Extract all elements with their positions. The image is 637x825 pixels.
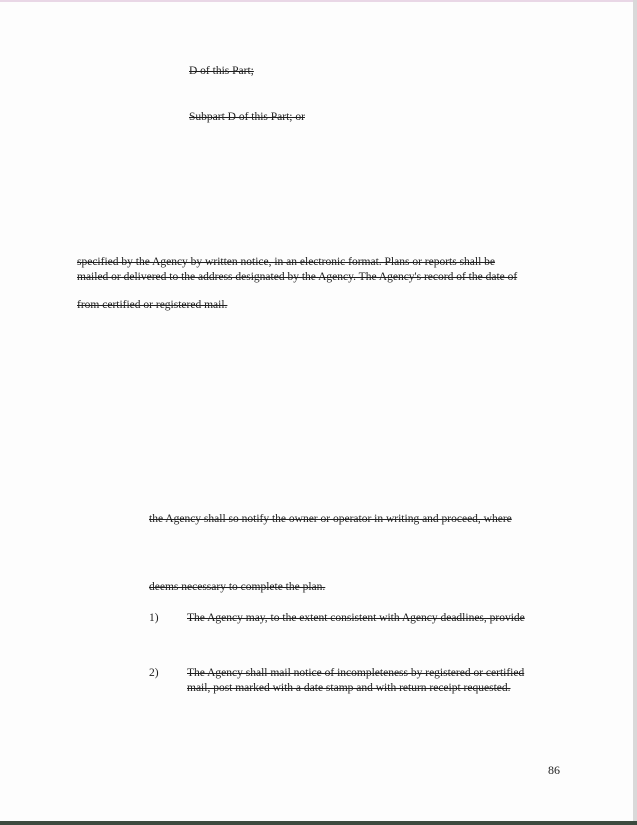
list-item-2-text: The Agency shall mail notice of incompleteness by registered or certified xyxy=(187,667,525,679)
list-item-2-continuation: mail, post marked with a date stamp and with return receipt requested. xyxy=(187,682,511,694)
list-item-1 xyxy=(149,611,525,625)
struck-line-5: from certified or registered mail. xyxy=(77,299,228,311)
list-item-2 xyxy=(149,666,524,680)
page-number: 86 xyxy=(548,763,560,777)
scan-right-edge xyxy=(633,0,637,825)
list-item-2-number: 2) xyxy=(149,667,159,679)
struck-line-2: Subpart D of this Part; or xyxy=(189,111,305,123)
scan-top-edge xyxy=(0,0,637,2)
list-item-1-text: The Agency may, to the extent consistent with Agency deadlines, provide xyxy=(187,612,525,624)
struck-line-1: D of this Part; xyxy=(189,65,254,77)
struck-line-6: the Agency shall so notify the owner or operator in writing and proceed, where xyxy=(149,513,512,525)
struck-line-3: specified by the Agency by written notice, in an electronic format. Plans or reports shall be xyxy=(77,256,496,268)
scan-bottom-edge xyxy=(0,821,637,825)
list-item-1-number: 1) xyxy=(149,612,159,624)
struck-line-4: mailed or delivered to the address designated by the Agency. The Agency's record of the date of xyxy=(77,271,518,283)
struck-line-7: deems necessary to complete the plan. xyxy=(149,581,326,593)
